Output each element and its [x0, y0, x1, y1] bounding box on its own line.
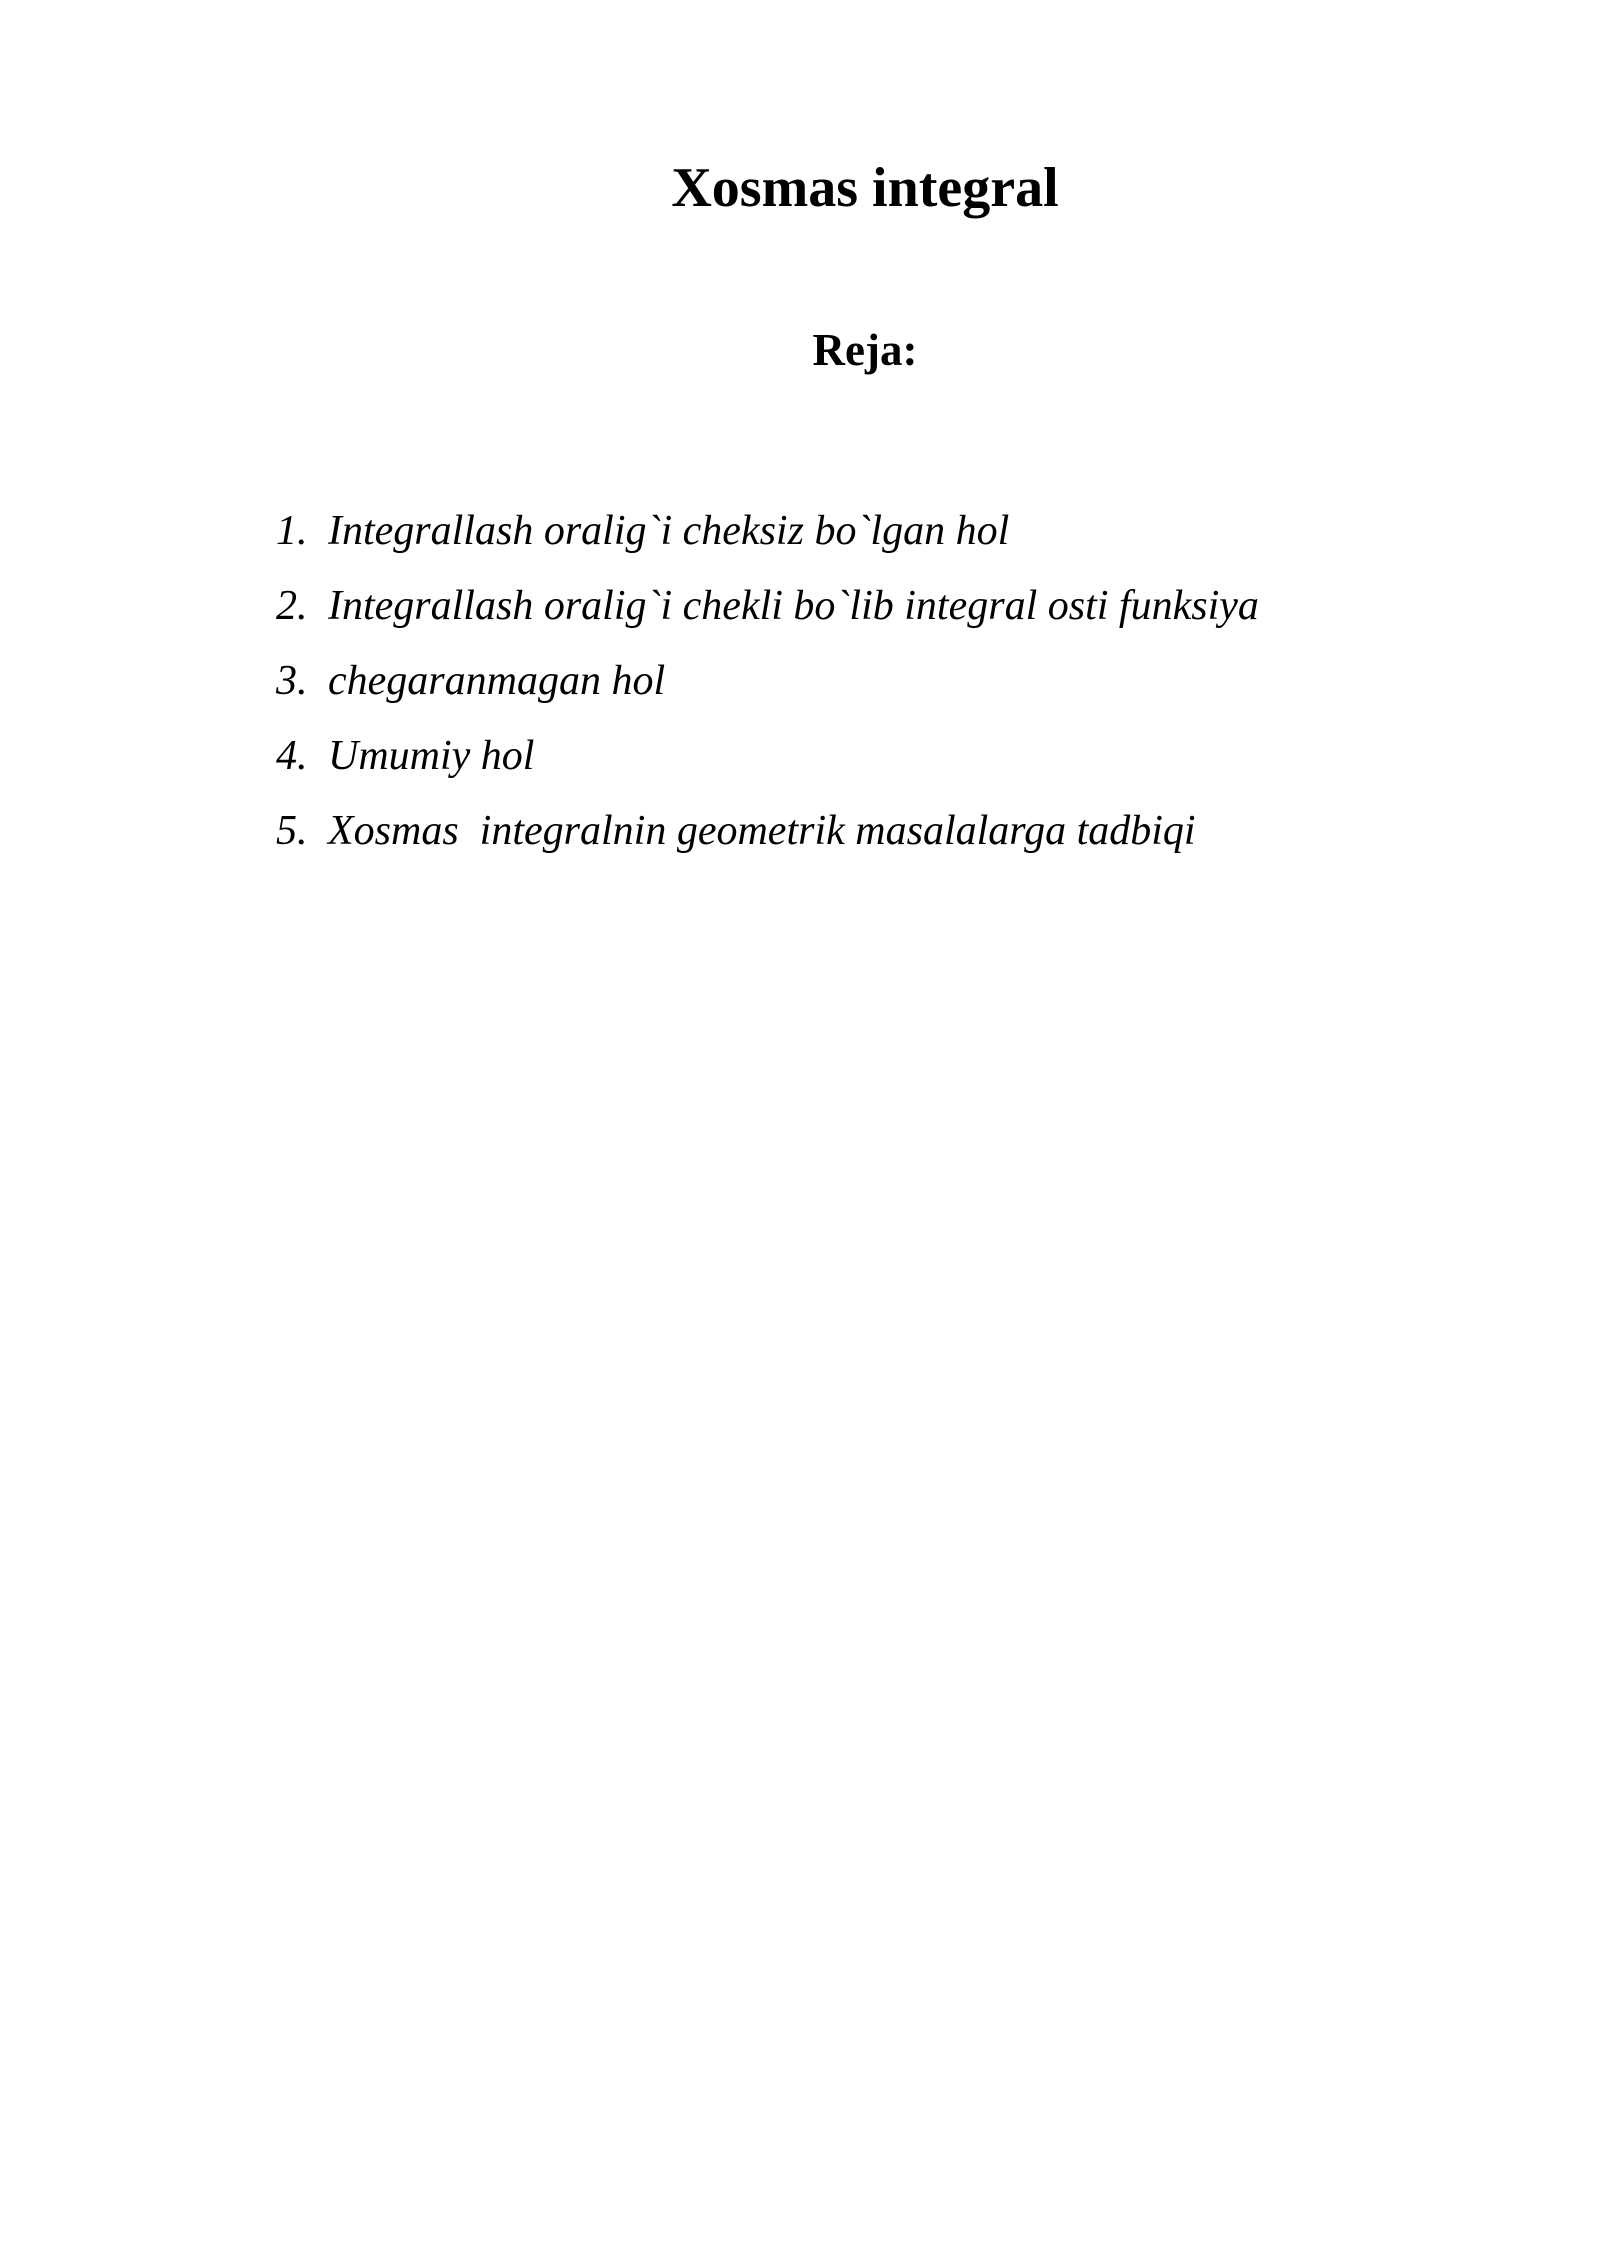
plan-item-5: [276, 803, 1196, 878]
plan-item-number: 1.: [276, 508, 308, 554]
plan-list: [276, 503, 1259, 878]
plan-item-number: 2.: [276, 583, 308, 629]
plan-item-number: 4.: [276, 733, 308, 779]
plan-item-2: [276, 578, 1259, 653]
plan-item-3: [276, 653, 666, 728]
plan-item-text: Integrallash oralig`i chekli bo`lib integral osti funksiya: [328, 583, 1259, 629]
plan-heading: Reja:: [812, 325, 918, 375]
plan-item-text: Integrallash oralig`i cheksiz bo`lgan hol: [328, 508, 1010, 554]
plan-item-text: Xosmas integralnin geometrik masalalarga tadbiqi: [328, 808, 1196, 854]
plan-item-number: 3.: [276, 658, 308, 704]
plan-item-4: [276, 728, 535, 803]
plan-item-text: Umumiy hol: [328, 733, 535, 779]
plan-item-number: 5.: [276, 808, 308, 854]
page-title: Xosmas integral: [671, 157, 1059, 219]
plan-item-1: [276, 503, 1010, 578]
plan-item-text: chegaranmagan hol: [328, 658, 666, 704]
